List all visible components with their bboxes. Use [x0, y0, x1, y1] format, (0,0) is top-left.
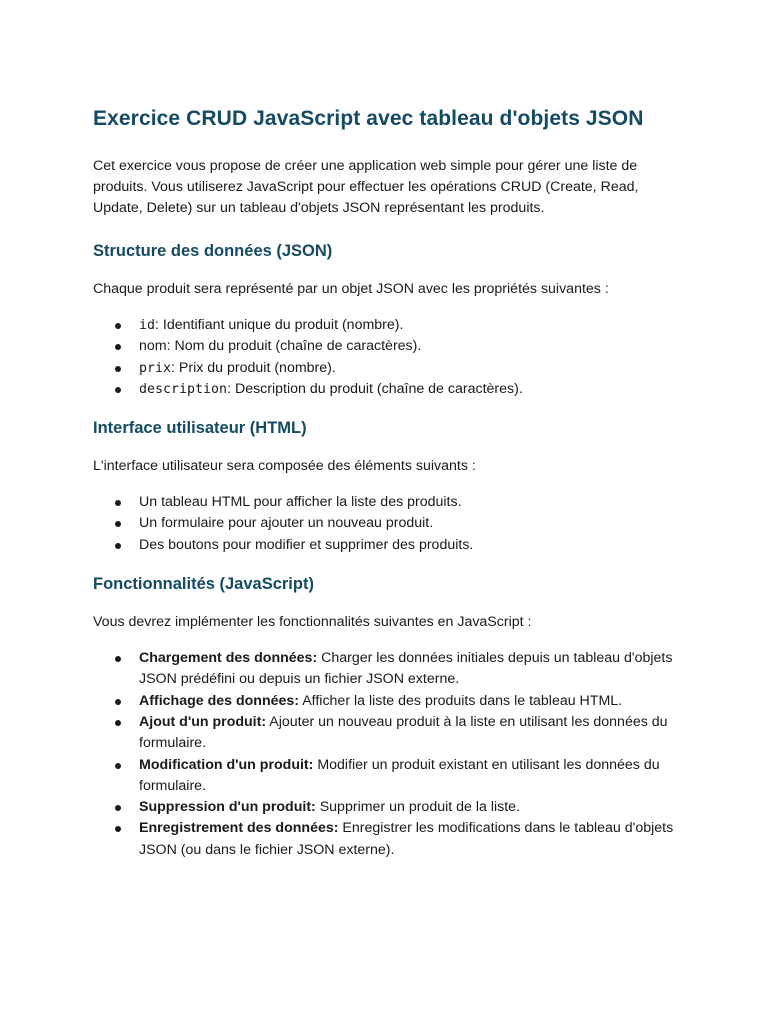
- section-heading-interface: Interface utilisateur (HTML): [93, 419, 307, 438]
- feature-label: Ajout d'un produit:: [139, 713, 267, 730]
- feature-label: Modification d'un produit:: [139, 756, 314, 773]
- feature-description: Modifier un produit existant en utilisant les données du formulaire.: [139, 756, 660, 794]
- features-list: [93, 648, 683, 861]
- bullet-icon: [115, 826, 121, 832]
- feature-description: Ajouter un nouveau produit à la liste en utilisant les données du formulaire.: [139, 713, 668, 752]
- feature-label: Enregistrement des données:: [139, 820, 339, 837]
- property-description: : Identifiant unique du produit (nombre).: [155, 317, 404, 333]
- list-item: [93, 712, 683, 755]
- list-item: [93, 691, 683, 712]
- list-item-text: Un formulaire pour ajouter un nouveau produit.: [139, 515, 434, 532]
- list-item-text: Un tableau HTML pour afficher la liste des produits.: [139, 494, 462, 511]
- list-item: [93, 648, 683, 691]
- feature-description: Afficher la liste des produits dans le tableau HTML.: [299, 692, 623, 709]
- list-item: [93, 797, 683, 818]
- list-item: [93, 535, 683, 556]
- bullet-icon: [115, 543, 121, 549]
- list-item: [93, 492, 683, 513]
- feature-label: Suppression d'un produit:: [139, 799, 316, 816]
- section-lead-structure: Chaque produit sera représenté par un objet JSON avec les propriétés suivantes :: [93, 281, 609, 297]
- property-description: : Nom du produit (chaîne de caractères).: [166, 338, 422, 355]
- property-code: prix: [139, 360, 172, 376]
- interface-list: [93, 492, 683, 556]
- property-code: description: [139, 381, 228, 397]
- property-list: [93, 315, 683, 400]
- property-code: id: [139, 318, 156, 333]
- list-item: [93, 513, 683, 534]
- section-heading-structure: Structure des données (JSON): [93, 242, 333, 260]
- list-item: [93, 358, 683, 379]
- list-item: [93, 755, 683, 798]
- intro-paragraph: Cet exercice vous propose de créer une application web simple pour gérer une liste de produits. Vous utiliserez JavaScript pour effectuer les opérations CRUD (Create, Read, Update, Delete) sur un tableau d'objets JSON représentant les produits.: [93, 158, 639, 216]
- property-description: : Description du produit (chaîne de caractères).: [227, 380, 523, 397]
- bullet-icon: [115, 387, 121, 393]
- section-lead-features: Vous devrez implémenter les fonctionnalités suivantes en JavaScript :: [93, 614, 532, 631]
- document-title: Exercice CRUD JavaScript avec tableau d'objets JSON: [93, 107, 644, 130]
- bullet-icon: [115, 763, 121, 769]
- feature-description: Enregistrer les modifications dans le tableau d'objets JSON (ou dans le fichier JSON externe).: [139, 820, 674, 858]
- list-item-text: Des boutons pour modifier et supprimer des produits.: [139, 536, 474, 553]
- section-heading-features: Fonctionnalités (JavaScript): [93, 575, 314, 594]
- list-item: [93, 336, 683, 357]
- bullet-icon: [115, 521, 121, 527]
- feature-description: Charger les données initiales depuis un tableau d'objets JSON prédéfini ou depuis un fichier JSON externe.: [139, 650, 673, 688]
- bullet-icon: [115, 656, 121, 662]
- bullet-icon: [115, 323, 121, 329]
- feature-label: Affichage des données:: [139, 692, 300, 709]
- property-description: : Prix du produit (nombre).: [171, 359, 336, 376]
- bullet-icon: [115, 500, 121, 506]
- property-name: nom: [139, 338, 167, 355]
- list-item: [93, 818, 683, 861]
- feature-label: Chargement des données:: [139, 650, 318, 667]
- bullet-icon: [115, 720, 121, 726]
- bullet-icon: [115, 699, 121, 705]
- document-page: [93, 104, 683, 877]
- feature-description: Supprimer un produit de la liste.: [315, 799, 521, 816]
- list-item: [93, 315, 683, 336]
- bullet-icon: [115, 366, 121, 372]
- section-lead-interface: L'interface utilisateur sera composée des éléments suivants :: [93, 458, 476, 475]
- list-item: [93, 379, 683, 400]
- bullet-icon: [115, 344, 121, 350]
- bullet-icon: [115, 805, 121, 811]
